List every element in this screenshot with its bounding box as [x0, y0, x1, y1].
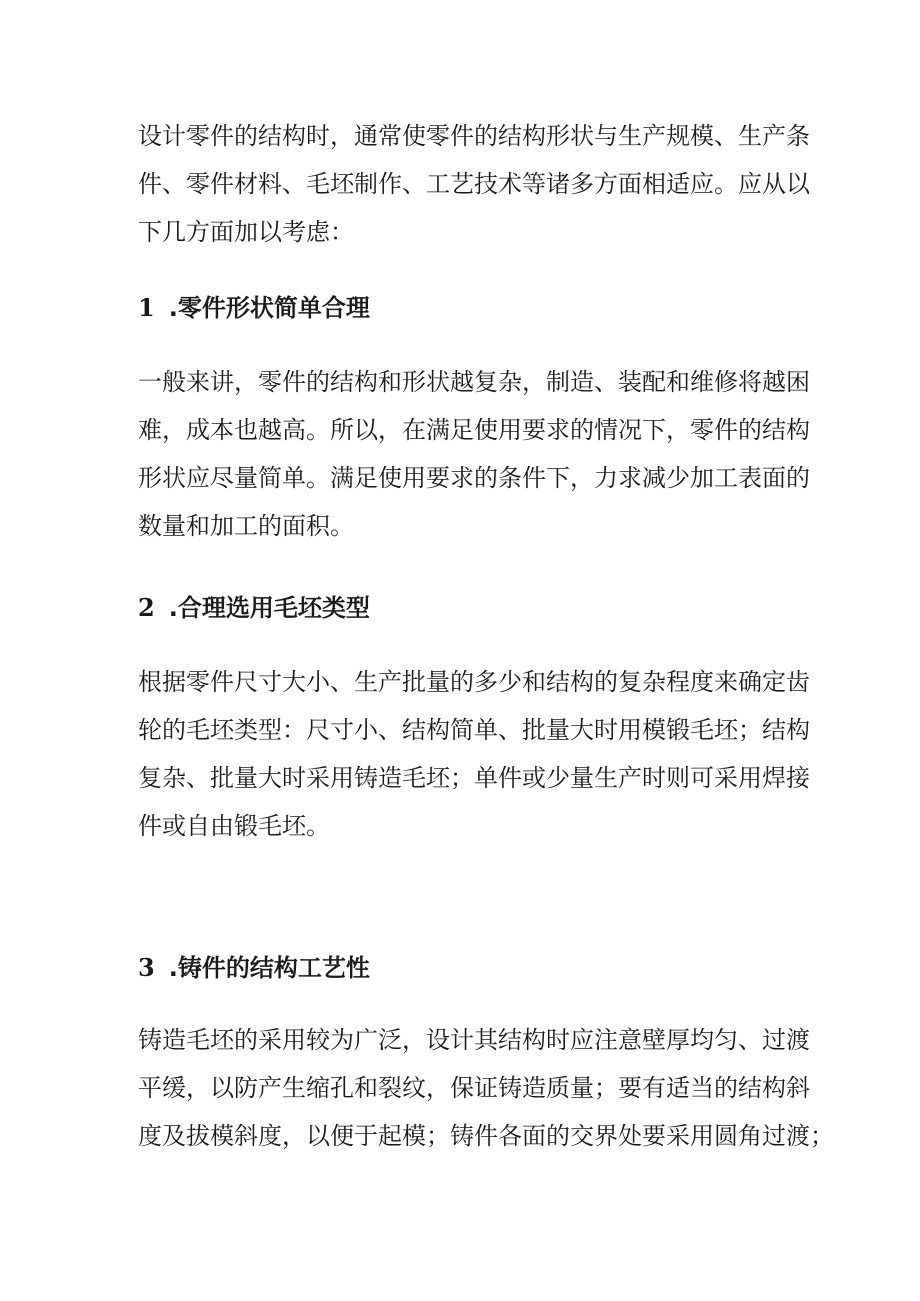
text-line: 度及拔模斜度，以便于起模；铸件各面的交界处要采用圆角过渡；	[138, 1122, 834, 1150]
section-3-paragraph	[138, 1016, 834, 1160]
intro-paragraph	[138, 112, 810, 256]
section-heading-2	[138, 592, 370, 624]
section-number: 3	[138, 953, 155, 982]
text-line: 件、零件材料、毛坯制作、工艺技术等诸多方面相适应。应从以	[138, 170, 810, 198]
section-heading-3	[138, 952, 370, 984]
text-line: 形状应尽量简单。满足使用要求的条件下，力求减少加工表面的	[138, 464, 810, 492]
text-line: 件或自由锻毛坯。	[138, 812, 330, 840]
section-2-paragraph	[138, 658, 810, 850]
text-line: 数量和加工的面积。	[138, 512, 354, 540]
text-line: 一般来讲，零件的结构和形状越复杂，制造、装配和维修将越困	[138, 368, 810, 396]
section-heading-1	[138, 292, 370, 324]
section-number: 2	[138, 593, 155, 622]
text-line: 下几方面加以考虑：	[138, 218, 354, 246]
text-line: 轮的毛坯类型：尺寸小、结构简单、批量大时用模锻毛坯；结构	[138, 716, 810, 744]
text-line: 难，成本也越高。所以，在满足使用要求的情况下，零件的结构	[138, 416, 810, 444]
section-title: .合理选用毛坯类型	[168, 594, 370, 622]
section-title: .铸件的结构工艺性	[168, 954, 370, 982]
section-number: 1	[138, 293, 155, 322]
section-title: .零件形状简单合理	[168, 294, 370, 322]
text-line: 根据零件尺寸大小、生产批量的多少和结构的复杂程度来确定齿	[138, 668, 810, 696]
text-line: 平缓，以防产生缩孔和裂纹，保证铸造质量；要有适当的结构斜	[138, 1074, 810, 1102]
text-line: 设计零件的结构时，通常使零件的结构形状与生产规模、生产条	[138, 122, 810, 150]
section-1-paragraph	[138, 358, 810, 550]
text-line: 铸造毛坯的采用较为广泛，设计其结构时应注意壁厚均匀、过渡	[138, 1026, 810, 1054]
text-line: 复杂、批量大时采用铸造毛坯；单件或少量生产时则可采用焊接	[138, 764, 810, 792]
